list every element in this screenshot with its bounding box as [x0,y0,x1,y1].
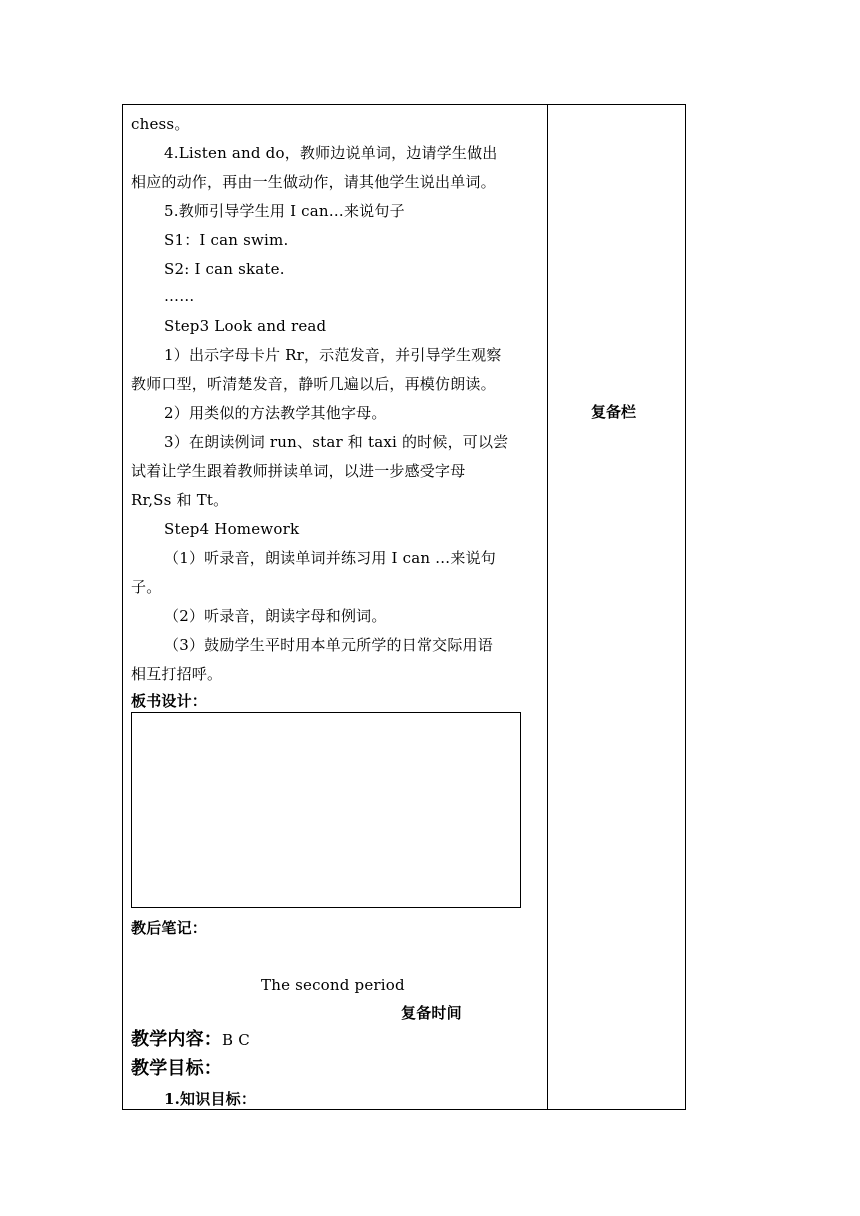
text-line-19: （3）鼓励学生平时用本单元所学的日常交际用语 [164,636,493,654]
text-line-4: 5.教师引导学生用 I can…来说句子 [164,202,405,220]
after-notes-label: 教后笔记： [131,919,208,937]
text-line-2: 4.Listen and do，教师边说单词，边请学生做出 [164,144,498,162]
text-line-13: 试着让学生跟着教师拼读单词，以进一步感受字母 [131,462,466,480]
text-line-11: 2）用类似的方法教学其他字母。 [164,404,387,422]
text-line-18: （2）听录音，朗读字母和例词。 [164,607,387,625]
board-design-label: 板书设计： [131,692,208,710]
column-divider [547,105,548,1109]
knowledge-goal-label: 1.知识目标： [164,1090,257,1108]
teaching-goals-label: 教学目标： [131,1058,222,1079]
text-line-9: 1）出示字母卡片 Rr，示范发音，并引导学生观察 [164,346,502,364]
text-line-3: 相应的动作，再由一生做动作，请其他学生说出单词。 [131,173,496,191]
text-line-17: 子。 [131,578,162,596]
teaching-content-value: B C [222,1031,250,1049]
review-column-label: 复备栏 [591,403,637,421]
teaching-content-row [131,1030,250,1050]
lesson-plan-table [122,104,686,1110]
text-line-10: 教师口型，听清楚发音，静听几遍以后，再模仿朗读。 [131,375,496,393]
prep-time-label: 复备时间 [401,1004,462,1022]
text-line-20: 相互打招呼。 [131,665,223,683]
text-line-5: S1：I can swim. [164,231,289,249]
text-line-16: （1）听录音，朗读单词并练习用 I can …来说句 [164,549,496,567]
text-line-12: 3）在朗读例词 run、star 和 taxi 的时候，可以尝 [164,433,509,451]
text-line-6: S2: I can skate. [164,260,285,278]
board-design-box [131,712,521,908]
text-line-8: Step3 Look and read [164,317,327,335]
teaching-content-label: 教学内容： [131,1029,222,1050]
text-line-14: Rr,Ss 和 Tt。 [131,491,229,509]
period-title: The second period [261,976,405,994]
text-line-15: Step4 Homework [164,520,300,538]
text-line-1: chess。 [131,115,190,133]
text-line-7: …… [164,287,195,305]
